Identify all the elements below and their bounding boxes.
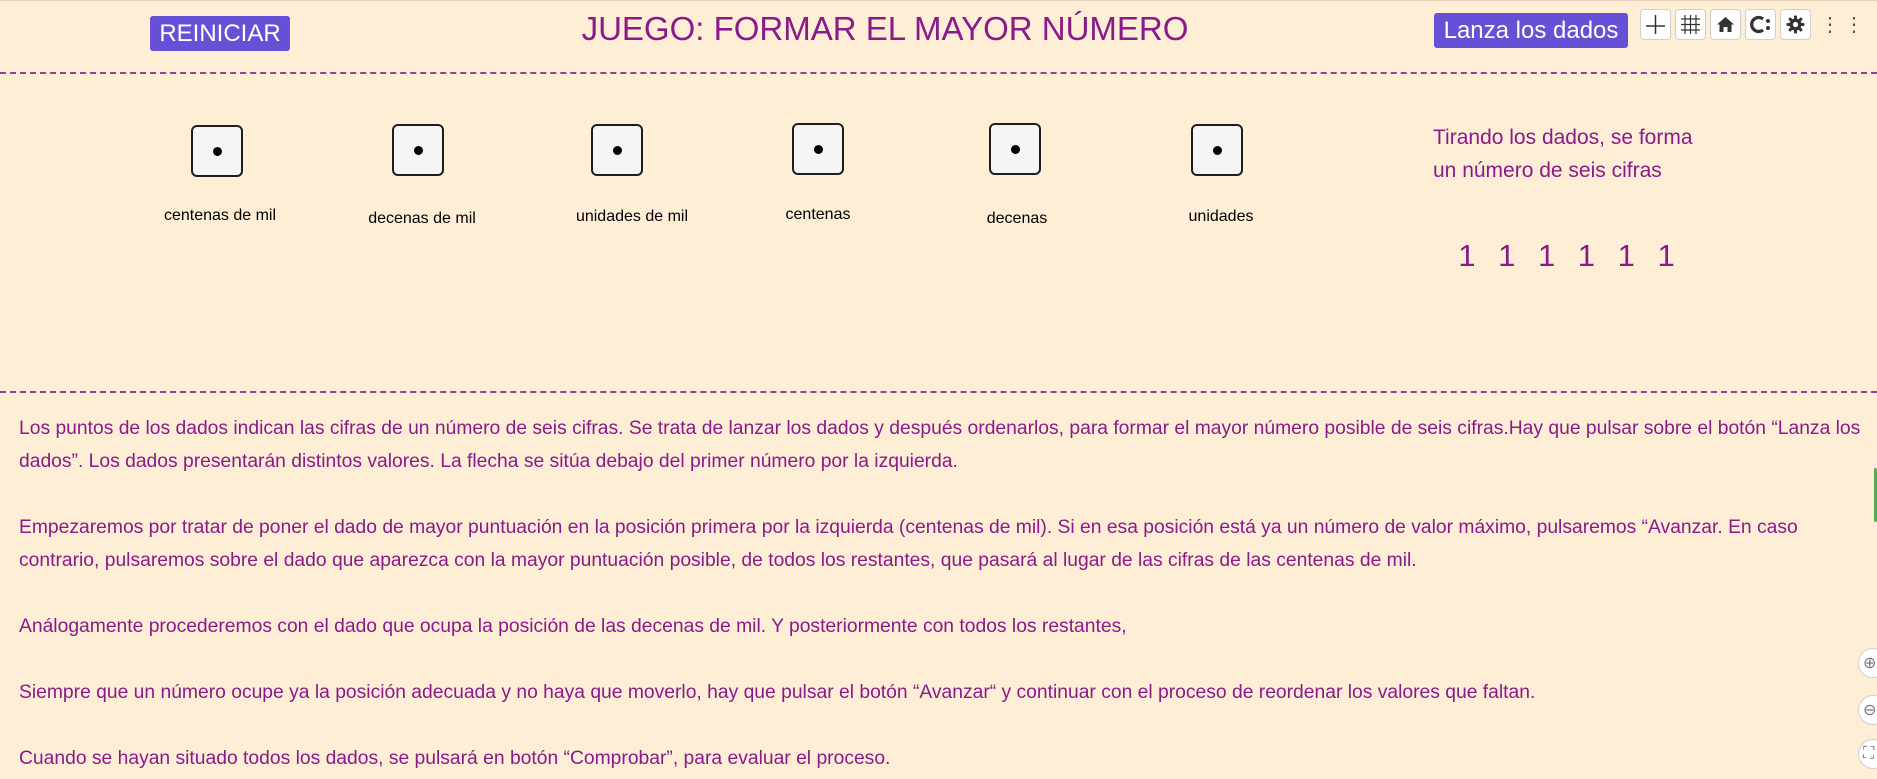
instruction-paragraph: Empezaremos por tratar de poner el dado de mayor puntuación en la posición primera por la izquierda (centenas de mil). Si en esa posición está ya un número de valor máximo, pulsaremos “Avanzar. En caso contrario, pulsaremos sobre el dado que aparezca con la mayor puntuación posible, de todos los restantes, que pasará al lugar de las cifras de las centenas de mil.	[19, 517, 1798, 571]
more-options-edge-icon[interactable]: ⋮	[1844, 13, 1864, 36]
info-text	[1433, 121, 1753, 187]
die-pip	[414, 146, 423, 155]
axes-icon[interactable]	[1640, 9, 1671, 40]
die-pip	[814, 145, 823, 154]
fullscreen-icon[interactable]: ⛶	[1858, 739, 1877, 769]
die-decenas-de-mil[interactable]	[392, 124, 444, 176]
die-label: unidades de mil	[575, 208, 689, 225]
instruction-paragraph: Los puntos de los dados indican las cifras de un número de seis cifras. Se trata de lanzar los dados y después ordenarlos, para formar el mayor número posible de seis cifras.Hay que pulsar sobre el botón “Lanza los dados”. Los dados presentarán distintos valores. La flecha se sitúa debajo del primer número por la izquierda.	[19, 418, 1861, 472]
instruction-paragraph: Siempre que un número ocupe ya la posición adecuada y no haya que moverlo, hay que pulsar el botón “Avanzar“ y continuar con el proceso de reordenar los valores que faltan.	[19, 682, 1536, 703]
reset-button[interactable]: REINICIAR	[150, 16, 290, 51]
bottom-divider	[0, 391, 1877, 393]
info-line-2: un número de seis cifras	[1433, 159, 1662, 182]
more-options-icon[interactable]: ⋮	[1820, 13, 1840, 36]
graphics-toolbar	[1640, 6, 1864, 42]
instructions	[19, 412, 1869, 779]
home-icon[interactable]	[1710, 9, 1741, 40]
die-label: centenas de mil	[163, 207, 277, 224]
die-pip	[1011, 145, 1020, 154]
die-unidades-de-mil[interactable]	[591, 124, 643, 176]
zoom-in-icon[interactable]: ⊕	[1858, 648, 1877, 678]
die-label: decenas de mil	[368, 210, 476, 227]
roll-dice-button[interactable]: Lanza los dados	[1434, 13, 1628, 48]
top-divider	[0, 72, 1877, 74]
die-decenas[interactable]	[989, 123, 1041, 175]
die-label: centenas	[785, 206, 851, 223]
geogebra-logo-icon[interactable]	[1745, 9, 1776, 40]
die-centenas[interactable]	[792, 123, 844, 175]
die-pip	[613, 146, 622, 155]
zoom-out-icon[interactable]: ⊖	[1858, 695, 1877, 725]
page-title: JUEGO: FORMAR EL MAYOR NÚMERO	[581, 10, 1189, 47]
top-border	[0, 0, 1877, 1]
instruction-paragraph: Cuando se hayan situado todos los dados, se pulsará en botón “Comprobar”, para evaluar el proceso.	[19, 748, 891, 769]
info-line-1: Tirando los dados, se forma	[1433, 126, 1693, 149]
die-centenas-de-mil[interactable]	[191, 125, 243, 177]
die-pip	[1213, 146, 1222, 155]
die-label: decenas	[986, 210, 1048, 227]
die-unidades[interactable]	[1191, 124, 1243, 176]
die-pip	[213, 147, 222, 156]
grid-icon[interactable]	[1675, 9, 1706, 40]
die-label: unidades	[1188, 208, 1254, 225]
formed-number: 1 1 1 1 1 1	[1458, 238, 1682, 273]
settings-icon[interactable]	[1780, 9, 1811, 40]
instruction-paragraph: Análogamente procederemos con el dado que ocupa la posición de las decenas de mil. Y posteriormente con todos los restantes,	[19, 616, 1127, 637]
